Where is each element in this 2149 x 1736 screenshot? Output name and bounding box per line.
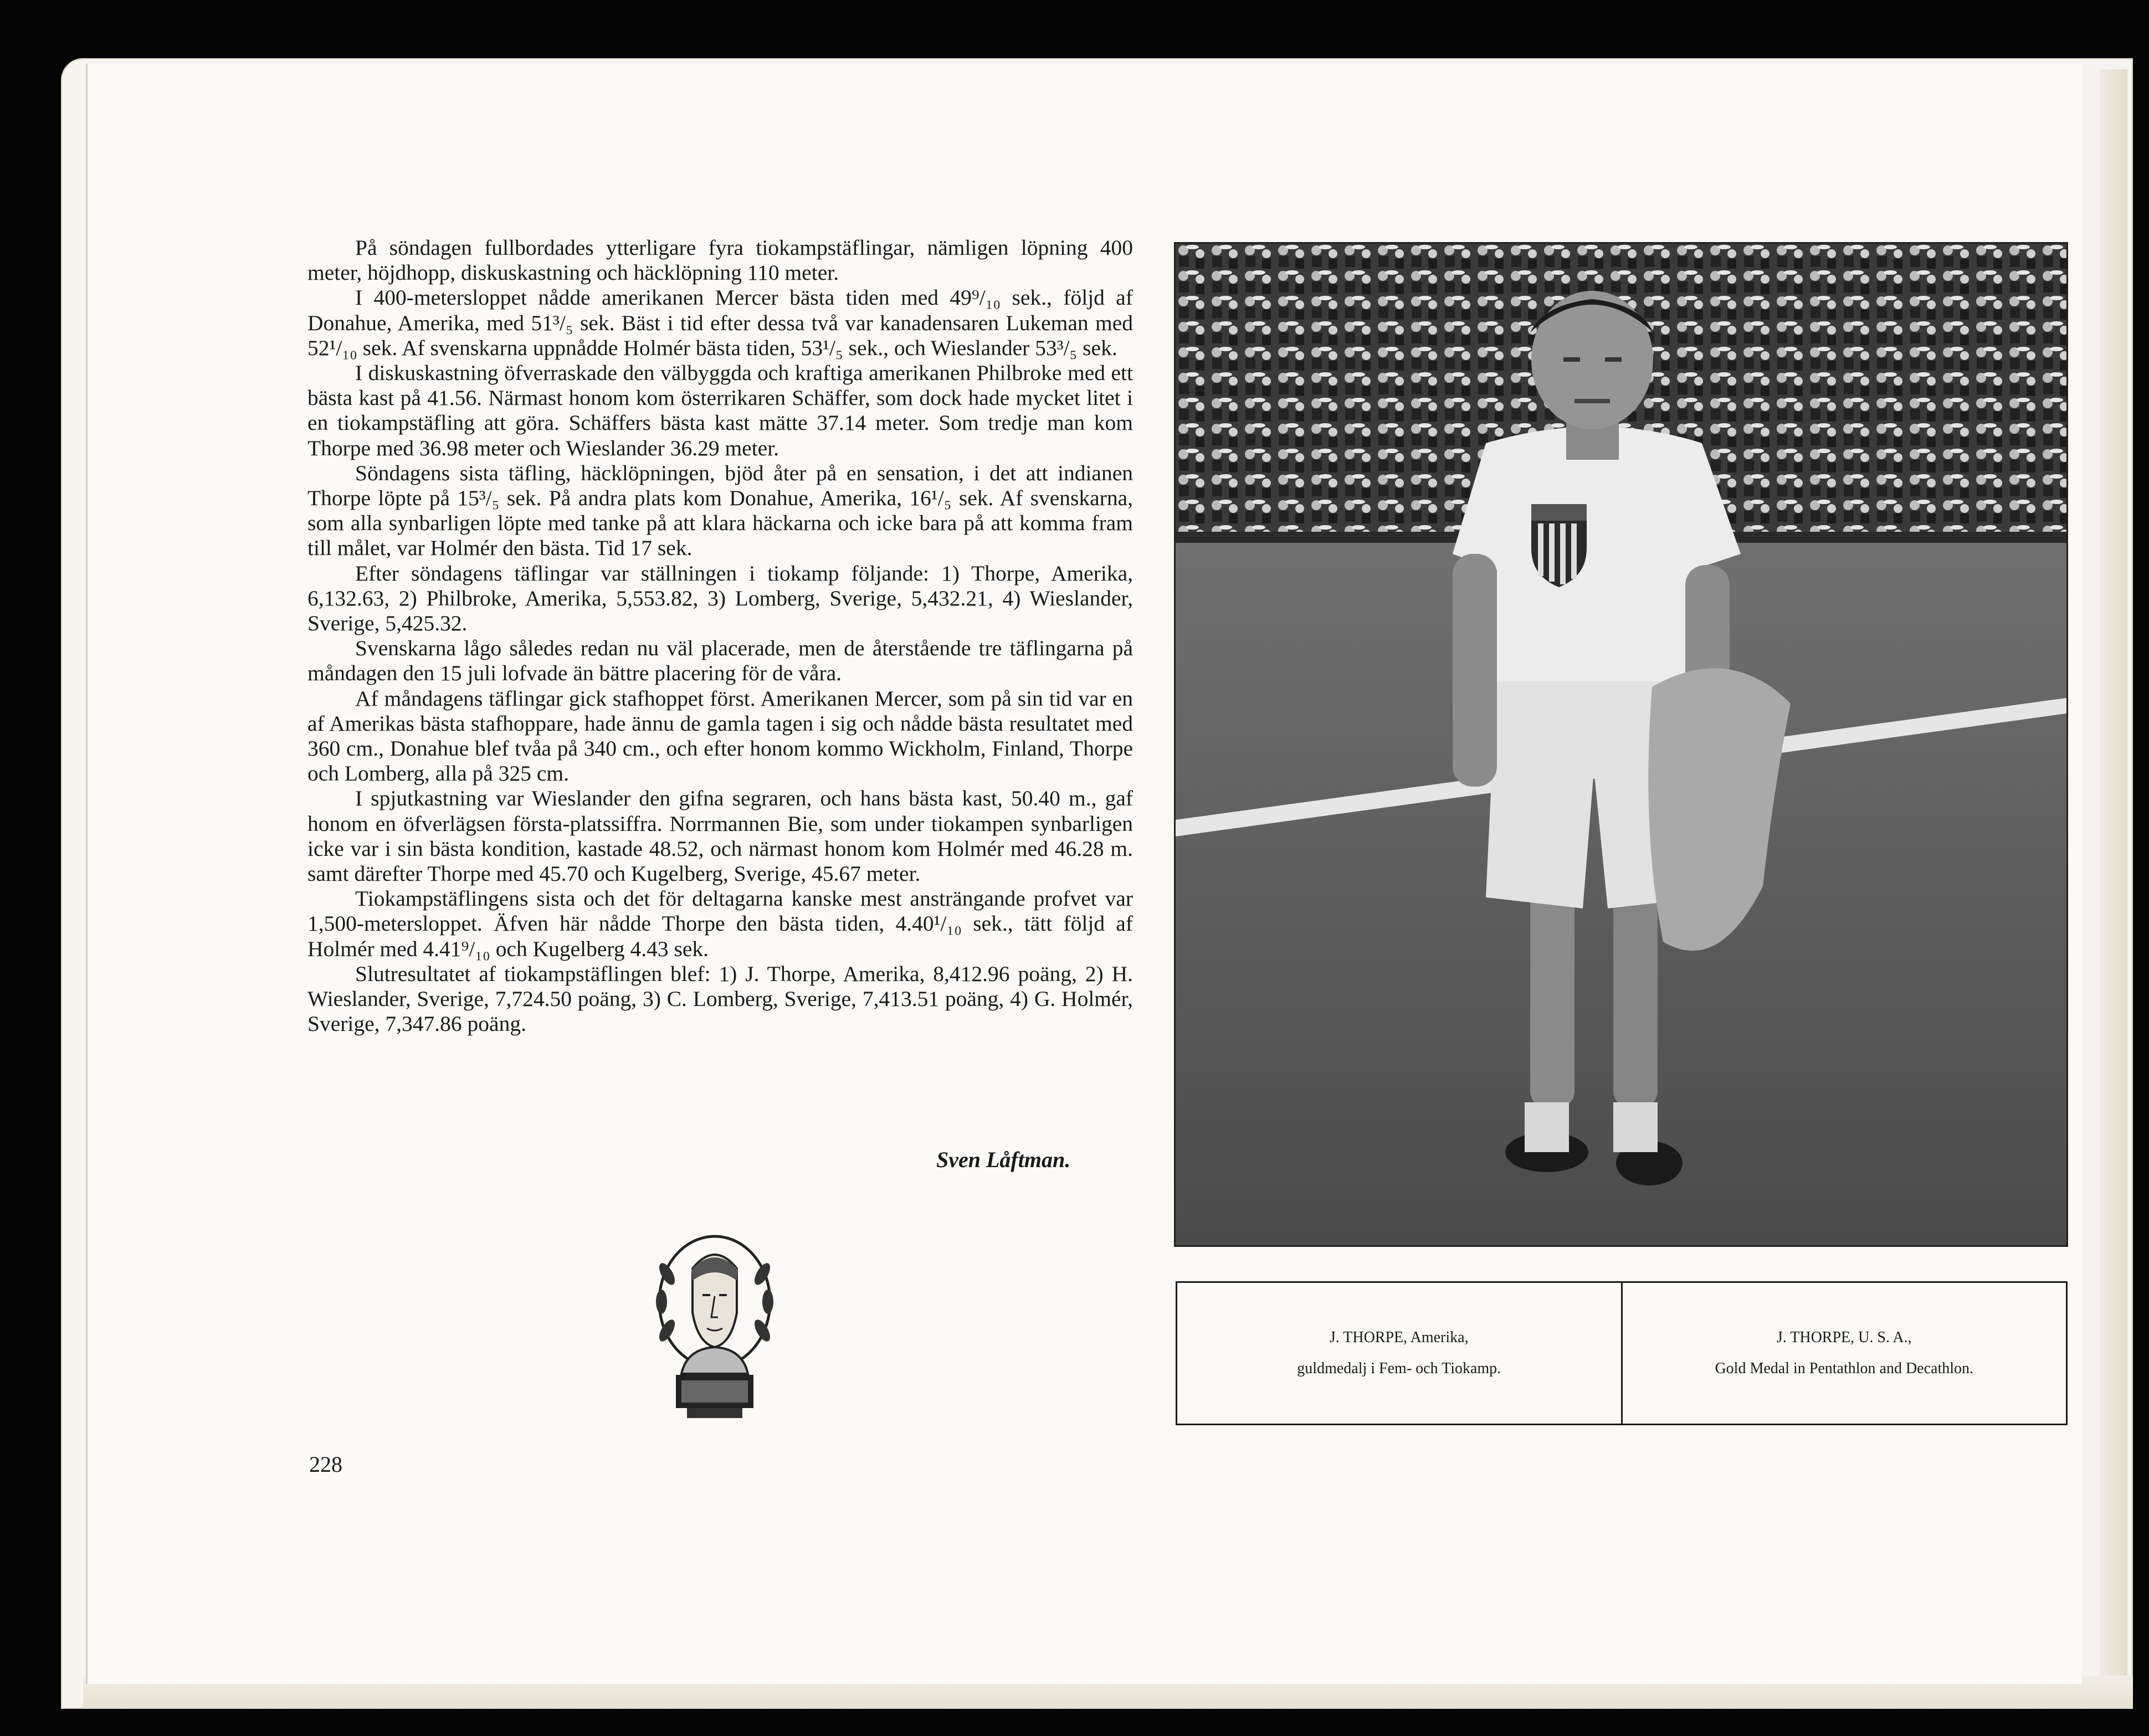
caption-swedish-name: J. THORPE, Amerika, bbox=[1329, 1329, 1469, 1346]
caption-english bbox=[1621, 1283, 2066, 1424]
paragraph: Efter söndagens täflingar var ställningen i tiokamp följande: 1) Thorpe, Amerika, 6,132.63, 2) Philbroke, Amerika, 5,553.82, 3) Lomberg, Sverige, 5,432.21, 4) Wieslander, Sverige, 5,425.32. bbox=[307, 561, 1133, 636]
article-text bbox=[307, 235, 1133, 1037]
caption-english-name: J. THORPE, U. S. A., bbox=[1776, 1329, 1912, 1346]
caption-table bbox=[1176, 1281, 2068, 1425]
page-edge-right bbox=[2100, 69, 2127, 1703]
caption-swedish bbox=[1177, 1283, 1621, 1424]
paragraph: Tiokampstäflingens sista och det för deltagarna kanske mest ansträngande profvet var 1,500-metersloppet. Äfven här nådde Thorpe den bästa tiden, 4.40¹/₁₀ sek., tätt följd af Holmér med 4.41⁹/₁₀ och Kugelberg 4.43 sek. bbox=[307, 886, 1133, 961]
paragraph: Slutresultatet af tiokampstäflingen blef: 1) J. Thorpe, Amerika, 8,412.96 poäng, 2) H. Wieslander, Sverige, 7,724.50 poäng, 3) C. Lomberg, Sverige, 7,413.51 poäng, 4) G. Holmér, Sverige, 7,347.86 poäng. bbox=[307, 961, 1133, 1036]
paragraph: I diskuskastning öfverraskade den välbyggda och kraftiga amerikanen Philbroke med ett bästa kast på 41.56. Närmast honom kom österrikaren Schäffer, som dock hade mycket litet i en tiokampstäfling att göra. Schäffers bästa kast mätte 37.14 meter. Som tredje man kom Thorpe med 36.98 meter och Wieslander 36.29 meter. bbox=[307, 361, 1133, 460]
olympic-emblem-icon bbox=[648, 1230, 781, 1429]
paragraph: Svenskarna lågo således redan nu väl placerade, men de återstående tre täflingarna på måndagen den 15 juli lofvade än bättre placering för de våra. bbox=[307, 636, 1133, 686]
paragraph: I spjutkastning var Wieslander den gifna segraren, och hans bästa kast, 50.40 m., gaf honom en öfverlägsen första-platssiffra. Norrmannen Bie, som under tiokampen synbarligen icke var i sin bästa kondition, kastade 48.52, och närmast honom kom Holmér med 46.28 m. samt därefter Thorpe med 45.70 och Kugelberg, Sverige, 45.67 meter. bbox=[307, 786, 1133, 886]
paragraph: Af måndagens täflingar gick stafhoppet först. Amerikanen Mercer, som på sin tid var en af Amerikas bästa stafhoppare, hade ännu de gamla tagen i sig och nådde bästa resultatet med 360 cm., Donahue blef tvåa på 340 cm., och efter honom kommo Wickholm, Finland, Thorpe och Lomberg, alla på 325 cm. bbox=[307, 686, 1133, 786]
caption-english-medal: Gold Medal in Pentathlon and Decathlon. bbox=[1715, 1360, 1974, 1377]
page-number: 228 bbox=[309, 1452, 342, 1477]
author-signature: Sven Låftman. bbox=[936, 1147, 1071, 1172]
paragraph: På söndagen fullbordades ytterligare fyra tiokampstäflingar, nämligen löpning 400 meter, höjdhopp, diskuskastning och häcklöpning 110 meter. bbox=[307, 235, 1133, 285]
paragraph: Söndagens sista täfling, häcklöpningen, bjöd åter på en sensation, i det att indianen Thorpe löpte på 15³/₅ sek. På andra plats kom Donahue, Amerika, 16¹/₅ sek. Af svenskarna, som alla synbarligen löpte med tanke på att klara häckarna och icke bara på att komma fram till målet, var Holmér den bästa. Tid 17 sek. bbox=[307, 460, 1133, 561]
paragraph: I 400-metersloppet nådde amerikanen Mercer bästa tiden med 49⁹/₁₀ sek., följd af Donahue, Amerika, med 51³/₅ sek. Bäst i tid efter dessa två var kanadensaren Lukeman med 52¹/₁₀ sek. Af svenskarna uppnådde Holmér bästa tiden, 53¹/₅ sek., och Wieslander 53³/₅ sek. bbox=[307, 285, 1133, 360]
athlete-photograph bbox=[1176, 244, 2066, 1245]
caption-swedish-medal: guldmedalj i Fem- och Tiokamp. bbox=[1297, 1360, 1501, 1377]
